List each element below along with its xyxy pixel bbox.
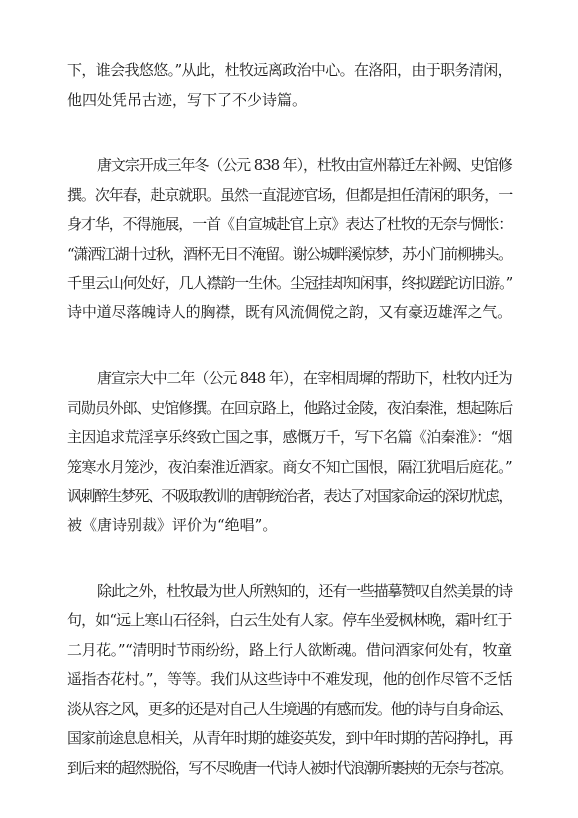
paragraph-2-line-2: 撰。次年春，赴京就职。虽然一直混迹官场，但都是担任清闲的职务，一 (67, 186, 513, 204)
paragraph-2-line-4: “潇洒江湖十过秋，酒杯无日不淹留。谢公城畔溪惊梦，苏小门前柳拂头。 (67, 245, 512, 263)
paragraph-2-line-3: 身才华，不得施展，一首《自宣城赴官上京》表达了杜牧的无奈与惆怅： (67, 215, 513, 233)
paragraph-4-line-7: 到后来的超然脱俗，写不尽晚唐一代诗人被时代浪潮所裹挟的无奈与苍凉。 (67, 759, 512, 777)
paragraph-1-line-2: 他四处凭吊古迹，写下了不少诗篇。 (67, 91, 308, 109)
paragraph-3-line-4: 笼寒水月笼沙，夜泊秦淮近酒家。商女不知亡国恨，隔江犹唱后庭花。” (67, 458, 513, 476)
paragraph-2-line-1: 唐文宗开成三年冬（公元 838 年），杜牧由宣州幕迁左补阙、史馆修 (97, 156, 512, 174)
paragraph-4-line-1: 除此之外，杜牧最为世人所熟知的，还有一些描摹赞叹自然美景的诗 (97, 582, 512, 600)
paragraph-3-line-2: 司勋员外郎、史馆修撰。在回京路上，他路过金陵，夜泊秦淮，想起陈后 (67, 399, 513, 417)
paragraph-4-line-5: 淡从容之风，更多的还是对自己人生境遇的有感而发。他的诗与自身命运、 (67, 700, 512, 718)
paragraph-3-line-1: 唐宣宗大中二年（公元 848 年），在宰相周墀的帮助下，杜牧内迁为 (97, 369, 512, 387)
paragraph-2-line-6: 诗中道尽落魄诗人的胸襟，既有风流倜傥之韵，又有豪迈雄浑之气。 (67, 303, 512, 321)
paragraph-1-line-1: 下，谁会我悠悠。”从此，杜牧远离政治中心。在洛阳，由于职务清闲， (67, 61, 513, 79)
paragraph-4-line-3: 二月花。”“清明时节雨纷纷，路上行人欲断魂。借问酒家何处有，牧童 (67, 641, 512, 659)
paragraph-4-line-4: 遥指杏花村。”，等等。我们从这些诗中不难发现，他的创作尽管不乏恬 (67, 670, 513, 688)
paragraph-3-line-6: 被《唐诗别裁》评价为“绝唱”。 (67, 516, 278, 534)
paragraph-4-line-2: 句，如“远上寒山石径斜，白云生处有人家。停车坐爱枫林晚，霜叶红于 (67, 611, 512, 629)
paragraph-3-line-3: 主因追求荒淫享乐终致亡国之事，感慨万千，写下名篇《泊秦淮》：“烟 (67, 428, 513, 446)
paragraph-4-line-6: 国家前途息息相关，从青年时期的雄姿英发，到中年时期的苦闷挣扎，再 (67, 729, 513, 747)
paragraph-2-line-5: 千里云山何处好，几人襟韵一生休。尘冠挂却知闲事，终拟蹉跎访旧游。” (67, 274, 513, 292)
paragraph-3-line-5: 讽刺醉生梦死、不吸取教训的唐朝统治者，表达了对国家命运的深切忧虑， (67, 487, 512, 505)
